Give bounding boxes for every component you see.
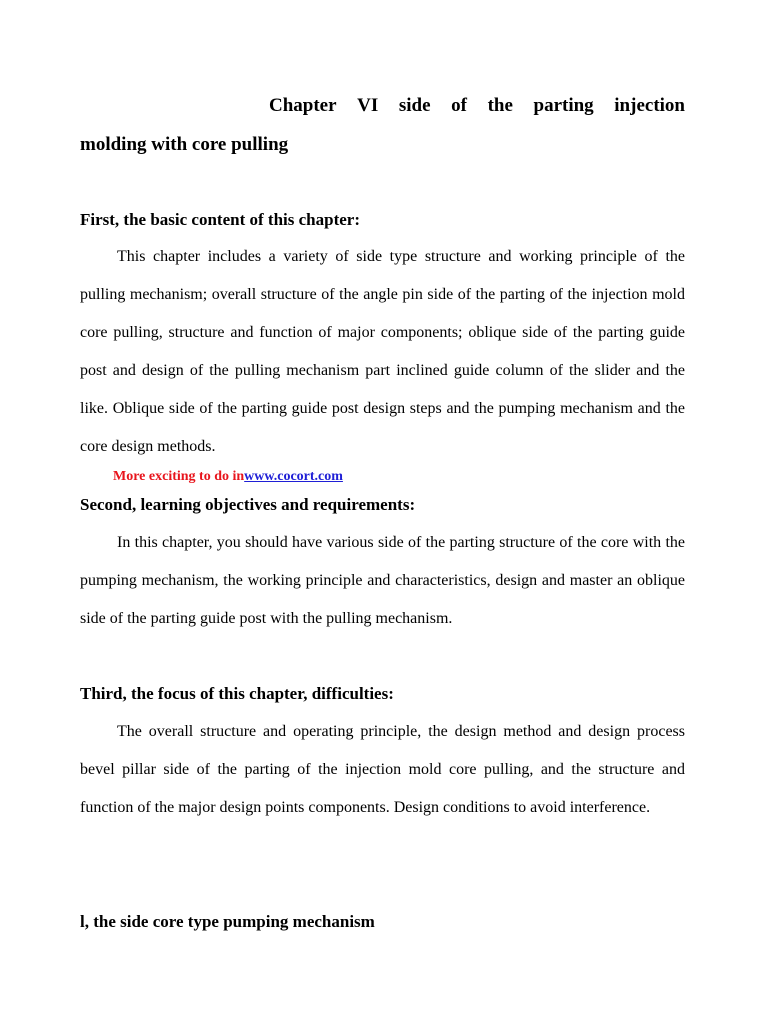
promo-text: More exciting to do in: [113, 469, 245, 484]
title-word: Chapter: [269, 95, 337, 116]
promo-link[interactable]: www.cocort.com: [244, 469, 343, 484]
section-body-objectives: In this chapter, you should have various side of the parting structure of the core with the pumping mechanism, the working principle and characteristics, design and master an oblique side of the parting guide post with the pulling mechanism.: [80, 534, 685, 627]
section-body-focus: The overall structure and operating principle, the design method and design process bevel pillar side of the parting of the injection mold core pulling, and the structure and function of the major design points components. Design conditions to avoid interference.: [80, 723, 685, 816]
title-word: side: [398, 95, 431, 116]
section-heading-basic-content: First, the basic content of this chapter:: [80, 210, 360, 229]
chapter-title-line-2: molding with core pulling: [80, 134, 289, 155]
promo-line: [113, 467, 343, 487]
title-word: injection: [614, 95, 685, 116]
title-word: VI: [357, 95, 379, 116]
section-body-basic-content: This chapter includes a variety of side type structure and working principle of the pulling mechanism; overall structure of the angle pin side of the parting of the injection mold core pulling, structure and function of major components; oblique side of the parting guide post and design of the pulling mechanism part inclined guide column of the slider and the like. Oblique side of the parting guide post design steps and the pumping mechanism and the core design methods.: [80, 248, 685, 455]
title-word: the: [487, 95, 513, 116]
section-heading-side-core: l, the side core type pumping mechanism: [80, 912, 375, 931]
chapter-title-line-1: [80, 95, 685, 119]
title-word: of: [451, 95, 467, 116]
section-heading-focus: Third, the focus of this chapter, difficulties:: [80, 684, 394, 703]
section-heading-objectives: Second, learning objectives and requirements:: [80, 495, 416, 514]
title-word: parting: [533, 95, 594, 116]
